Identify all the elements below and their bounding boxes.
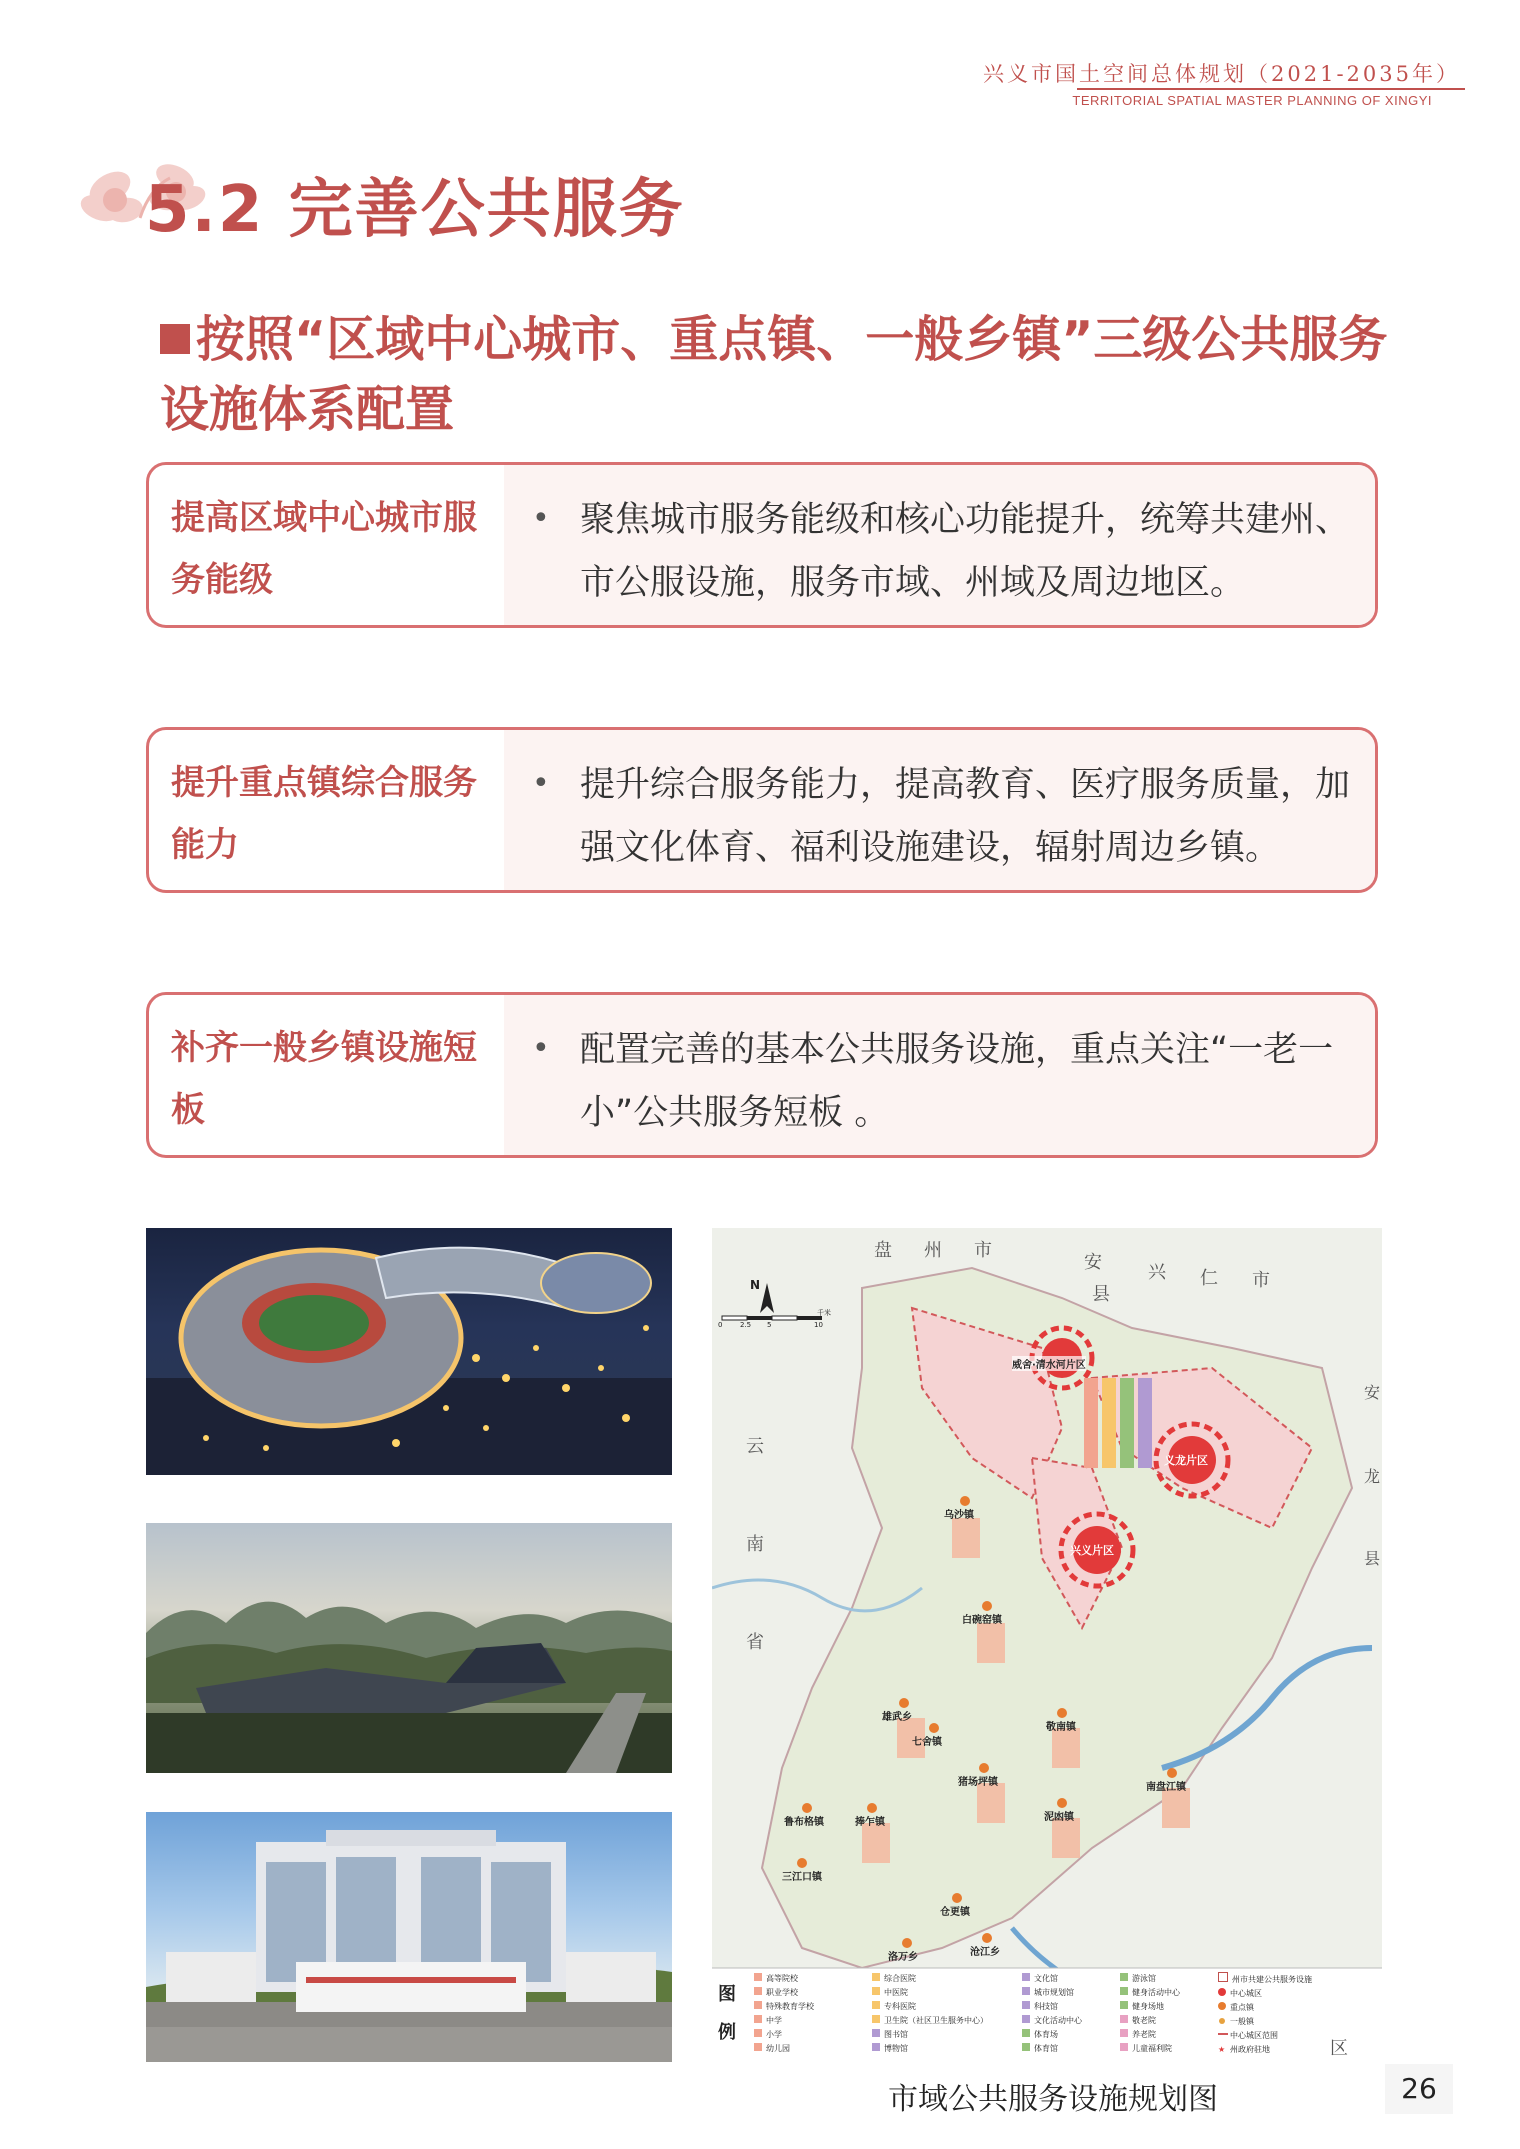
legend-item: 职业学校	[754, 1986, 872, 2000]
surround-label: 安	[1084, 1252, 1102, 1273]
legend-item: 敬老院	[1120, 2014, 1220, 2028]
card-label: 提高区域中心城市服务能级	[171, 498, 477, 600]
legend-item: 健身活动中心	[1120, 1986, 1220, 2000]
legend-item: 图书馆	[872, 2028, 1022, 2042]
stadium-photo	[146, 1228, 672, 1475]
square-bullet-icon	[160, 324, 190, 354]
surround-label: 兴	[1148, 1262, 1166, 1283]
district-label: 威舍·清水河片区	[1012, 1356, 1086, 1371]
card-body	[504, 465, 1375, 625]
scale-label: 0	[718, 1321, 723, 1329]
card-label: 补齐一般乡镇设施短板	[171, 1028, 477, 1130]
header-title-cn: 兴义市国土空间总体规划（2021-2035年）	[983, 62, 1460, 86]
town-label: 猪场坪镇	[958, 1777, 998, 1788]
surround-label: 安	[1364, 1383, 1381, 1402]
legend-item: 中医院	[872, 1986, 1022, 2000]
legend-title: 例	[718, 2022, 736, 2043]
subtitle-text: 按照“区域中心城市、重点镇、一般乡镇”三级公共服务设施体系配置	[160, 311, 1388, 438]
scale-unit: 千米	[817, 1309, 831, 1317]
surround-label: 州	[924, 1240, 942, 1261]
legend-item: 高等院校	[754, 1972, 872, 1986]
map-caption: 市域公共服务设施规划图	[888, 2082, 1218, 2117]
legend-item: 健身场地	[1120, 2000, 1220, 2014]
legend-column	[1022, 1972, 1122, 2056]
card-regional-center	[146, 462, 1378, 628]
surround-label: 省	[746, 1632, 764, 1653]
surround-label: 仁	[1200, 1268, 1218, 1289]
legend-item: 中心城区	[1218, 1987, 1378, 2001]
legend-item: 科技馆	[1022, 2000, 1122, 2014]
legend-item: 小学	[754, 2028, 872, 2042]
legend-item: ★ 州政府驻地	[1218, 2045, 1270, 2054]
town-label: 沧江乡	[970, 1947, 1000, 1958]
town-label: 七舍镇	[912, 1737, 942, 1748]
legend-column	[754, 1972, 872, 2056]
town-label: 乌沙镇	[944, 1510, 974, 1521]
hospital-photo	[146, 1812, 672, 2062]
town-label: 南盘江镇	[1146, 1782, 1186, 1793]
legend-item: 养老院	[1120, 2028, 1220, 2042]
town-label: 三江口镇	[782, 1872, 822, 1883]
legend-item: 特殊教育学校	[754, 2000, 872, 2014]
planning-map	[712, 1228, 1382, 2062]
surround-label: 盘	[874, 1240, 892, 1261]
scale-label: 5	[767, 1321, 772, 1329]
north-label: N	[750, 1278, 761, 1292]
legend-item: 卫生院（社区卫生服务中心）	[872, 2014, 1022, 2028]
card-text: 聚焦城市服务能级和核心功能提升，统筹共建州、市公服设施，服务市域、州域及周边地区。	[580, 500, 1351, 603]
legend-title: 图	[718, 1984, 736, 2005]
card-general-towns	[146, 992, 1378, 1158]
legend-item: 综合医院	[872, 1972, 1022, 1986]
cultural-center-photo	[146, 1523, 672, 1773]
legend-item: 游泳馆	[1120, 1972, 1220, 1986]
card-body	[504, 730, 1375, 890]
legend-item: 一般镇	[1218, 2015, 1378, 2029]
legend-item: 体育馆	[1022, 2042, 1122, 2056]
legend-item: 中心城区范围	[1218, 2029, 1378, 2043]
legend-item: 文化活动中心	[1022, 2014, 1122, 2028]
bullet-icon: •	[532, 501, 550, 536]
card-text: 提升综合服务能力，提高教育、医疗服务质量，加强文化体育、福利设施建设，辐射周边乡镇。	[580, 765, 1351, 868]
card-key-towns	[146, 727, 1378, 893]
surround-label: 县	[1092, 1284, 1110, 1305]
town-label: 仓更镇	[940, 1907, 970, 1918]
section-title: 5.2 完善公共服务	[145, 173, 685, 247]
town-label: 敬南镇	[1046, 1722, 1076, 1733]
surround-label: 市	[974, 1240, 992, 1261]
surround-label: 龙	[1364, 1467, 1381, 1486]
surround-label: 市	[1252, 1270, 1270, 1291]
district-label: 兴义片区	[1070, 1544, 1114, 1557]
legend-column	[872, 1972, 1022, 2056]
bullet-icon: •	[532, 766, 550, 801]
legend-column	[1218, 1972, 1378, 2057]
card-text: 配置完善的基本公共服务设施，重点关注“一老一小”公共服务短板 。	[580, 1030, 1334, 1133]
section-subtitle	[160, 305, 1390, 445]
town-label: 泥凼镇	[1044, 1812, 1074, 1823]
legend-item: 博物馆	[872, 2042, 1022, 2056]
legend-item: 重点镇	[1218, 2001, 1378, 2015]
header-title-en: TERRITORIAL SPATIAL MASTER PLANNING OF XINGYI	[1072, 93, 1432, 108]
town-label: 鲁布格镇	[784, 1817, 824, 1828]
scale-label: 2.5	[740, 1321, 752, 1329]
header-divider	[1077, 88, 1465, 90]
surround-label: 区	[1330, 2038, 1348, 2059]
surround-label: 云	[746, 1436, 764, 1457]
legend-item: 城市规划馆	[1022, 1986, 1122, 2000]
legend-item: 文化馆	[1022, 1972, 1122, 1986]
scale-label: 10	[814, 1321, 823, 1329]
town-label: 白碗窑镇	[962, 1615, 1002, 1626]
legend-item: 中学	[754, 2014, 872, 2028]
legend-item: 州市共建公共服务设施	[1218, 1972, 1378, 1987]
surround-label: 县	[1364, 1549, 1381, 1568]
bullet-icon: •	[532, 1031, 550, 1066]
town-label: 洛万乡	[888, 1952, 918, 1963]
district-label: 义龙片区	[1164, 1454, 1208, 1467]
card-body	[504, 995, 1375, 1155]
legend-item: 体育场	[1022, 2028, 1122, 2042]
legend-column	[1120, 1972, 1220, 2056]
legend-item: 幼儿园	[754, 2042, 872, 2056]
legend-item: 儿童福利院	[1120, 2042, 1220, 2056]
card-label: 提升重点镇综合服务能力	[171, 763, 477, 865]
town-label: 雄武乡	[882, 1712, 912, 1723]
legend-item: 专科医院	[872, 2000, 1022, 2014]
town-label: 捧乍镇	[855, 1817, 885, 1828]
surround-label: 南	[746, 1534, 764, 1555]
page-number: 26	[1385, 2064, 1453, 2114]
